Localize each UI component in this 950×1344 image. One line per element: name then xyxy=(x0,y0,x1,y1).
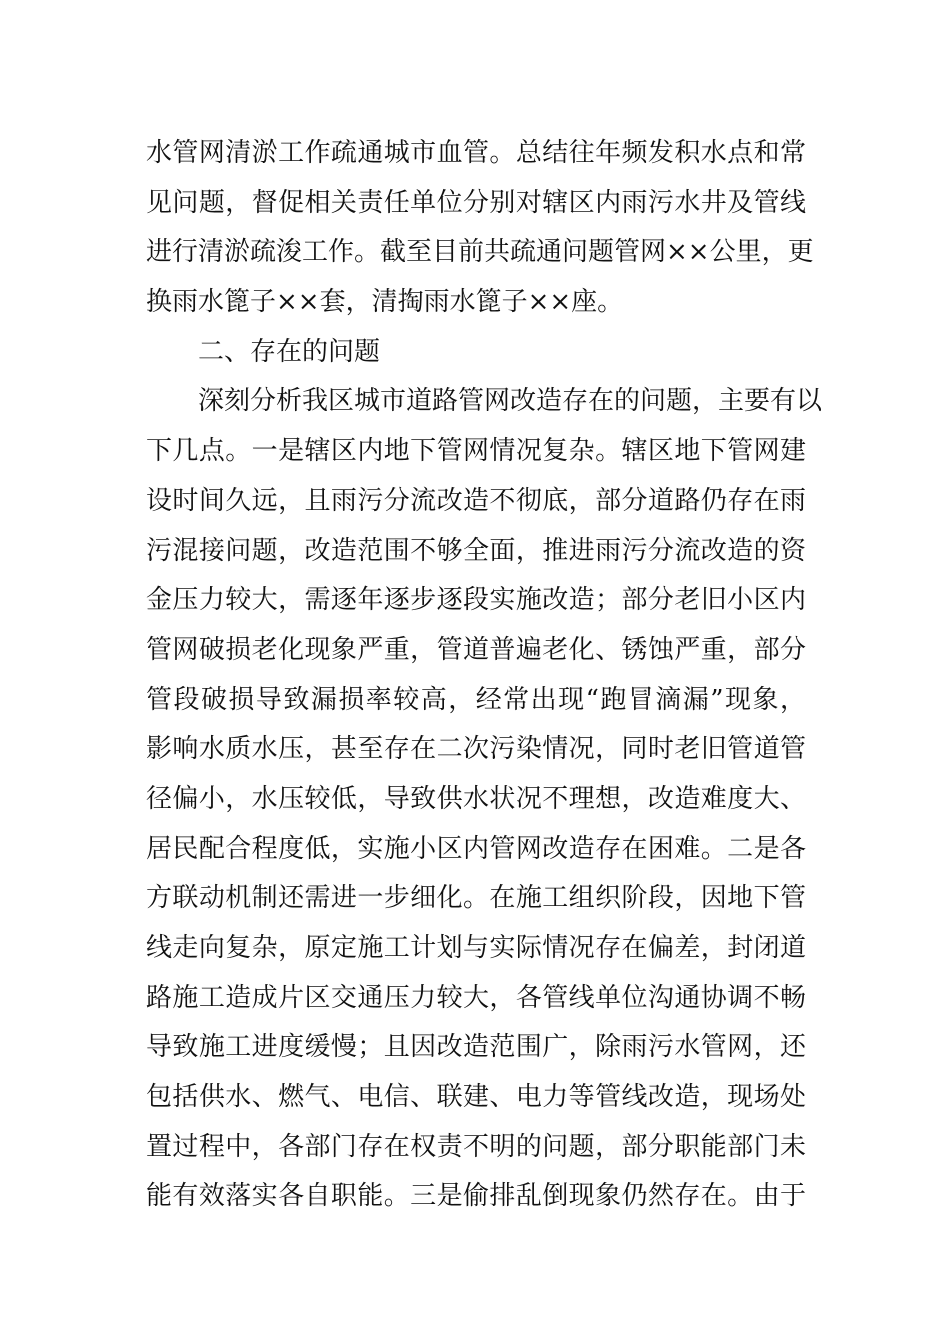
document-body xyxy=(146,129,823,1222)
text-line: 径偏小，水压较低，导致供水状况不理想，改造难度大、 xyxy=(146,783,806,814)
text-line: 置过程中，各部门存在权责不明的问题，部分职能部门未 xyxy=(146,1131,806,1162)
paragraph-existing-problems xyxy=(146,377,823,1222)
text-line: 管段破损导致漏损率较高，经常出现“跑冒滴漏”现象， xyxy=(146,684,806,715)
text-line: 居民配合程度低，实施小区内管网改造存在困难。二是各 xyxy=(146,833,806,864)
paragraph-drainage-cleanup xyxy=(146,129,814,328)
text-line: 深刻分析我区城市道路管网改造存在的问题，主要有以 xyxy=(198,386,823,417)
text-line: 下几点。一是辖区内地下管网情况复杂。辖区地下管网建 xyxy=(146,436,806,467)
text-line: 导致施工进度缓慢；且因改造范围广，除雨污水管网，还 xyxy=(146,1032,806,1063)
text-line: 设时间久远，且雨污分流改造不彻底，部分道路仍存在雨 xyxy=(146,485,806,516)
text-line: 金压力较大，需逐年逐步逐段实施改造；部分老旧小区内 xyxy=(146,585,806,616)
text-line: 污混接问题，改造范围不够全面，推进雨污分流改造的资 xyxy=(146,535,806,566)
text-line: 换雨水篦子××套，清掏雨水篦子××座。 xyxy=(146,287,624,318)
text-line: 方联动机制还需进一步细化。在施工组织阶段，因地下管 xyxy=(146,883,806,914)
text-line: 进行清淤疏浚工作。截至目前共疏通问题管网××公里，更 xyxy=(146,237,814,268)
text-line: 水管网清淤工作疏通城市血管。总结往年频发积水点和常 xyxy=(146,138,806,168)
text-line: 见问题，督促相关责任单位分别对辖区内雨污水井及管线 xyxy=(146,187,806,218)
text-line: 管网破损老化现象严重，管道普遍老化、锈蚀严重，部分 xyxy=(146,634,806,665)
text-line: 能有效落实各自职能。三是偷排乱倒现象仍然存在。由于 xyxy=(146,1181,806,1212)
text-line: 影响水质水压，甚至存在二次污染情况，同时老旧管道管 xyxy=(146,734,806,765)
text-line: 线走向复杂，原定施工计划与实际情况存在偏差，封闭道 xyxy=(146,933,806,963)
text-line: 路施工造成片区交通压力较大，各管线单位沟通协调不畅 xyxy=(146,982,806,1013)
text-line: 包括供水、燃气、电信、联建、电力等管线改造，现场处 xyxy=(146,1082,806,1113)
section-heading: 二、存在的问题 xyxy=(198,336,381,367)
